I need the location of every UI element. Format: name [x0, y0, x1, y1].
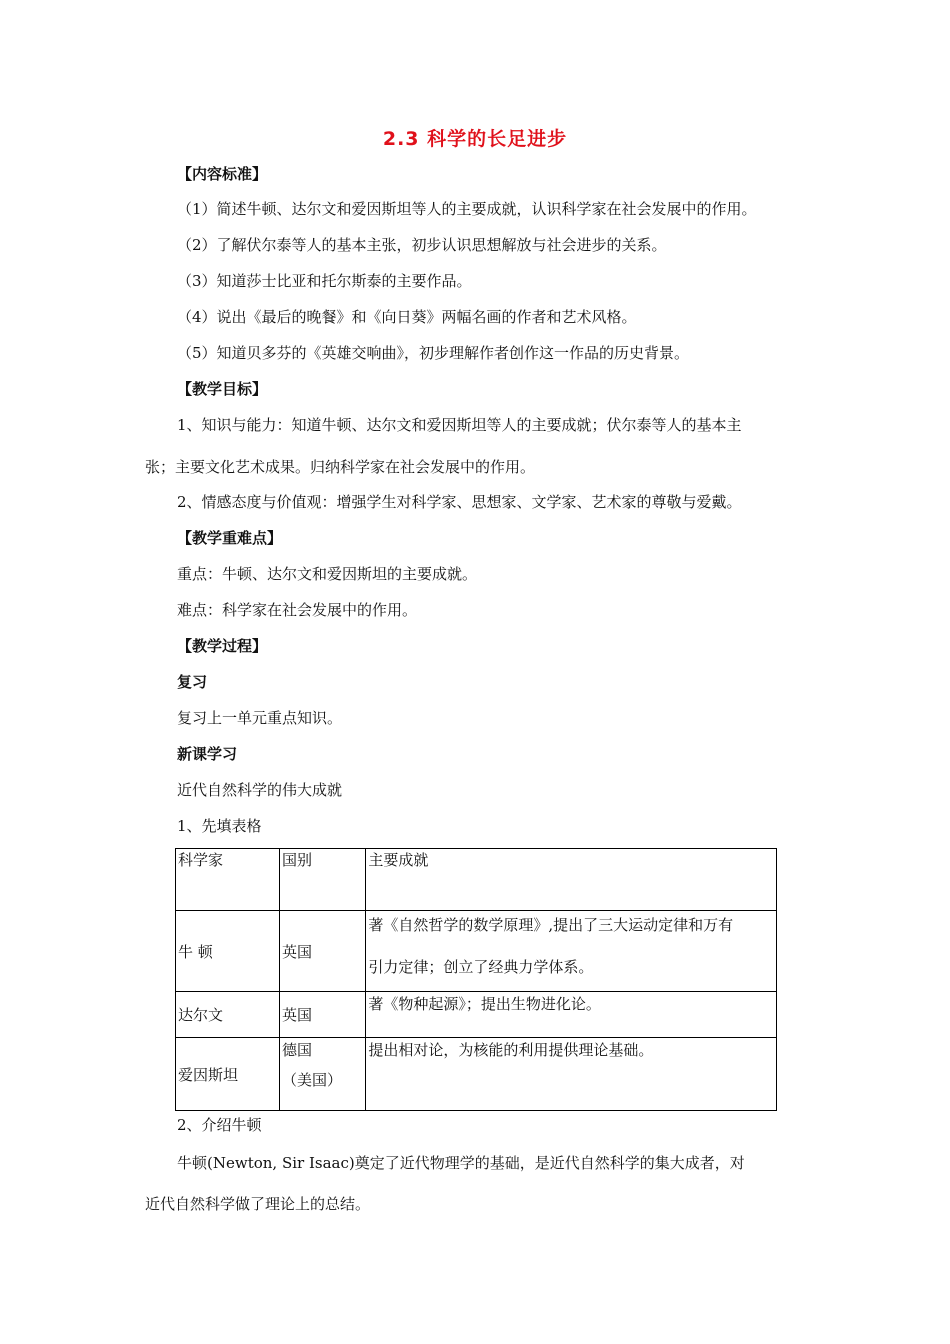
goal-text: 1、知识与能力：知道牛顿、达尔文和爱因斯坦等人的主要成就；伏尔泰等人的基本主: [177, 416, 742, 434]
scientist-cell: 爱因斯坦: [176, 1038, 280, 1111]
table-header-cell: 国别: [279, 849, 365, 911]
step-text: 1、先填表格: [177, 817, 262, 835]
standard-item: （3）知道莎士比亚和托尔斯泰的主要作品。: [177, 272, 472, 290]
table-row: [176, 911, 777, 992]
review-text: 复习上一单元重点知识。: [177, 709, 343, 727]
country-line: 德国: [281, 1041, 312, 1059]
new-lesson-heading: 新课学习: [177, 745, 238, 763]
goal-text: 2、情感态度与价值观：增强学生对科学家、思想家、文学家、艺术家的尊敬与爱戴。: [177, 493, 742, 511]
achievement-cell: [366, 1038, 777, 1111]
table-row: [176, 1038, 777, 1111]
table-row: [176, 992, 777, 1038]
section-heading-standard: 【内容标准】: [177, 165, 268, 183]
achievement-line: 著《物种起源》；提出生物进化论。: [368, 995, 601, 1013]
standard-item: （5）知道贝多芬的《英雄交响曲》，初步理解作者创作这一作品的历史背景。: [177, 344, 690, 362]
page-title: 2.3 科学的长足进步: [382, 128, 568, 150]
difficult-point-text: 难点：科学家在社会发展中的作用。: [177, 601, 418, 619]
achievement-line: 提出相对论，为核能的利用提供理论基础。: [368, 1041, 654, 1059]
step-text: 2、介绍牛顿: [177, 1116, 262, 1134]
table-header-cell: 主要成就: [366, 849, 777, 911]
topic-text: 近代自然科学的伟大成就: [177, 781, 343, 799]
section-heading-process: 【教学过程】: [177, 637, 268, 655]
key-point-text: 重点：牛顿、达尔文和爱因斯坦的主要成就。: [177, 565, 478, 583]
goal-text: 张；主要文化艺术成果。归纳科学家在社会发展中的作用。: [145, 458, 536, 476]
standard-item: （1）简述牛顿、达尔文和爱因斯坦等人的主要成就，认识科学家在社会发展中的作用。: [177, 200, 757, 218]
standard-item: （4）说出《最后的晚餐》和《向日葵》两幅名画的作者和艺术风格。: [177, 308, 637, 326]
country-cell: [279, 1038, 365, 1111]
achievement-line: 著《自然哲学的数学原理》,提出了三大运动定律和万有: [368, 916, 734, 934]
country-line: （美国）: [281, 1071, 342, 1089]
scientists-table: [175, 848, 777, 1111]
newton-text: 近代自然科学做了理论上的总结。: [145, 1195, 371, 1213]
standard-item: （2）了解伏尔泰等人的基本主张，初步认识思想解放与社会进步的关系。: [177, 236, 667, 254]
country-cell: 英国: [279, 992, 365, 1038]
table-header-row: [176, 849, 777, 911]
newton-text: 牛顿(Newton, Sir Isaac)奠定了近代物理学的基础，是近代自然科学的集大成者，对: [177, 1154, 745, 1172]
review-heading: 复习: [177, 673, 208, 691]
table-header-cell: 科学家: [176, 849, 280, 911]
achievement-cell: [366, 992, 777, 1038]
scientist-cell: 达尔文: [176, 992, 280, 1038]
section-heading-goals: 【教学目标】: [177, 380, 268, 398]
achievement-line: 引力定律；创立了经典力学体系。: [368, 958, 594, 976]
country-cell: 英国: [279, 911, 365, 992]
achievement-cell: [366, 911, 777, 992]
section-heading-key-points: 【教学重难点】: [177, 529, 283, 547]
scientist-cell: 牛 顿: [176, 911, 280, 992]
